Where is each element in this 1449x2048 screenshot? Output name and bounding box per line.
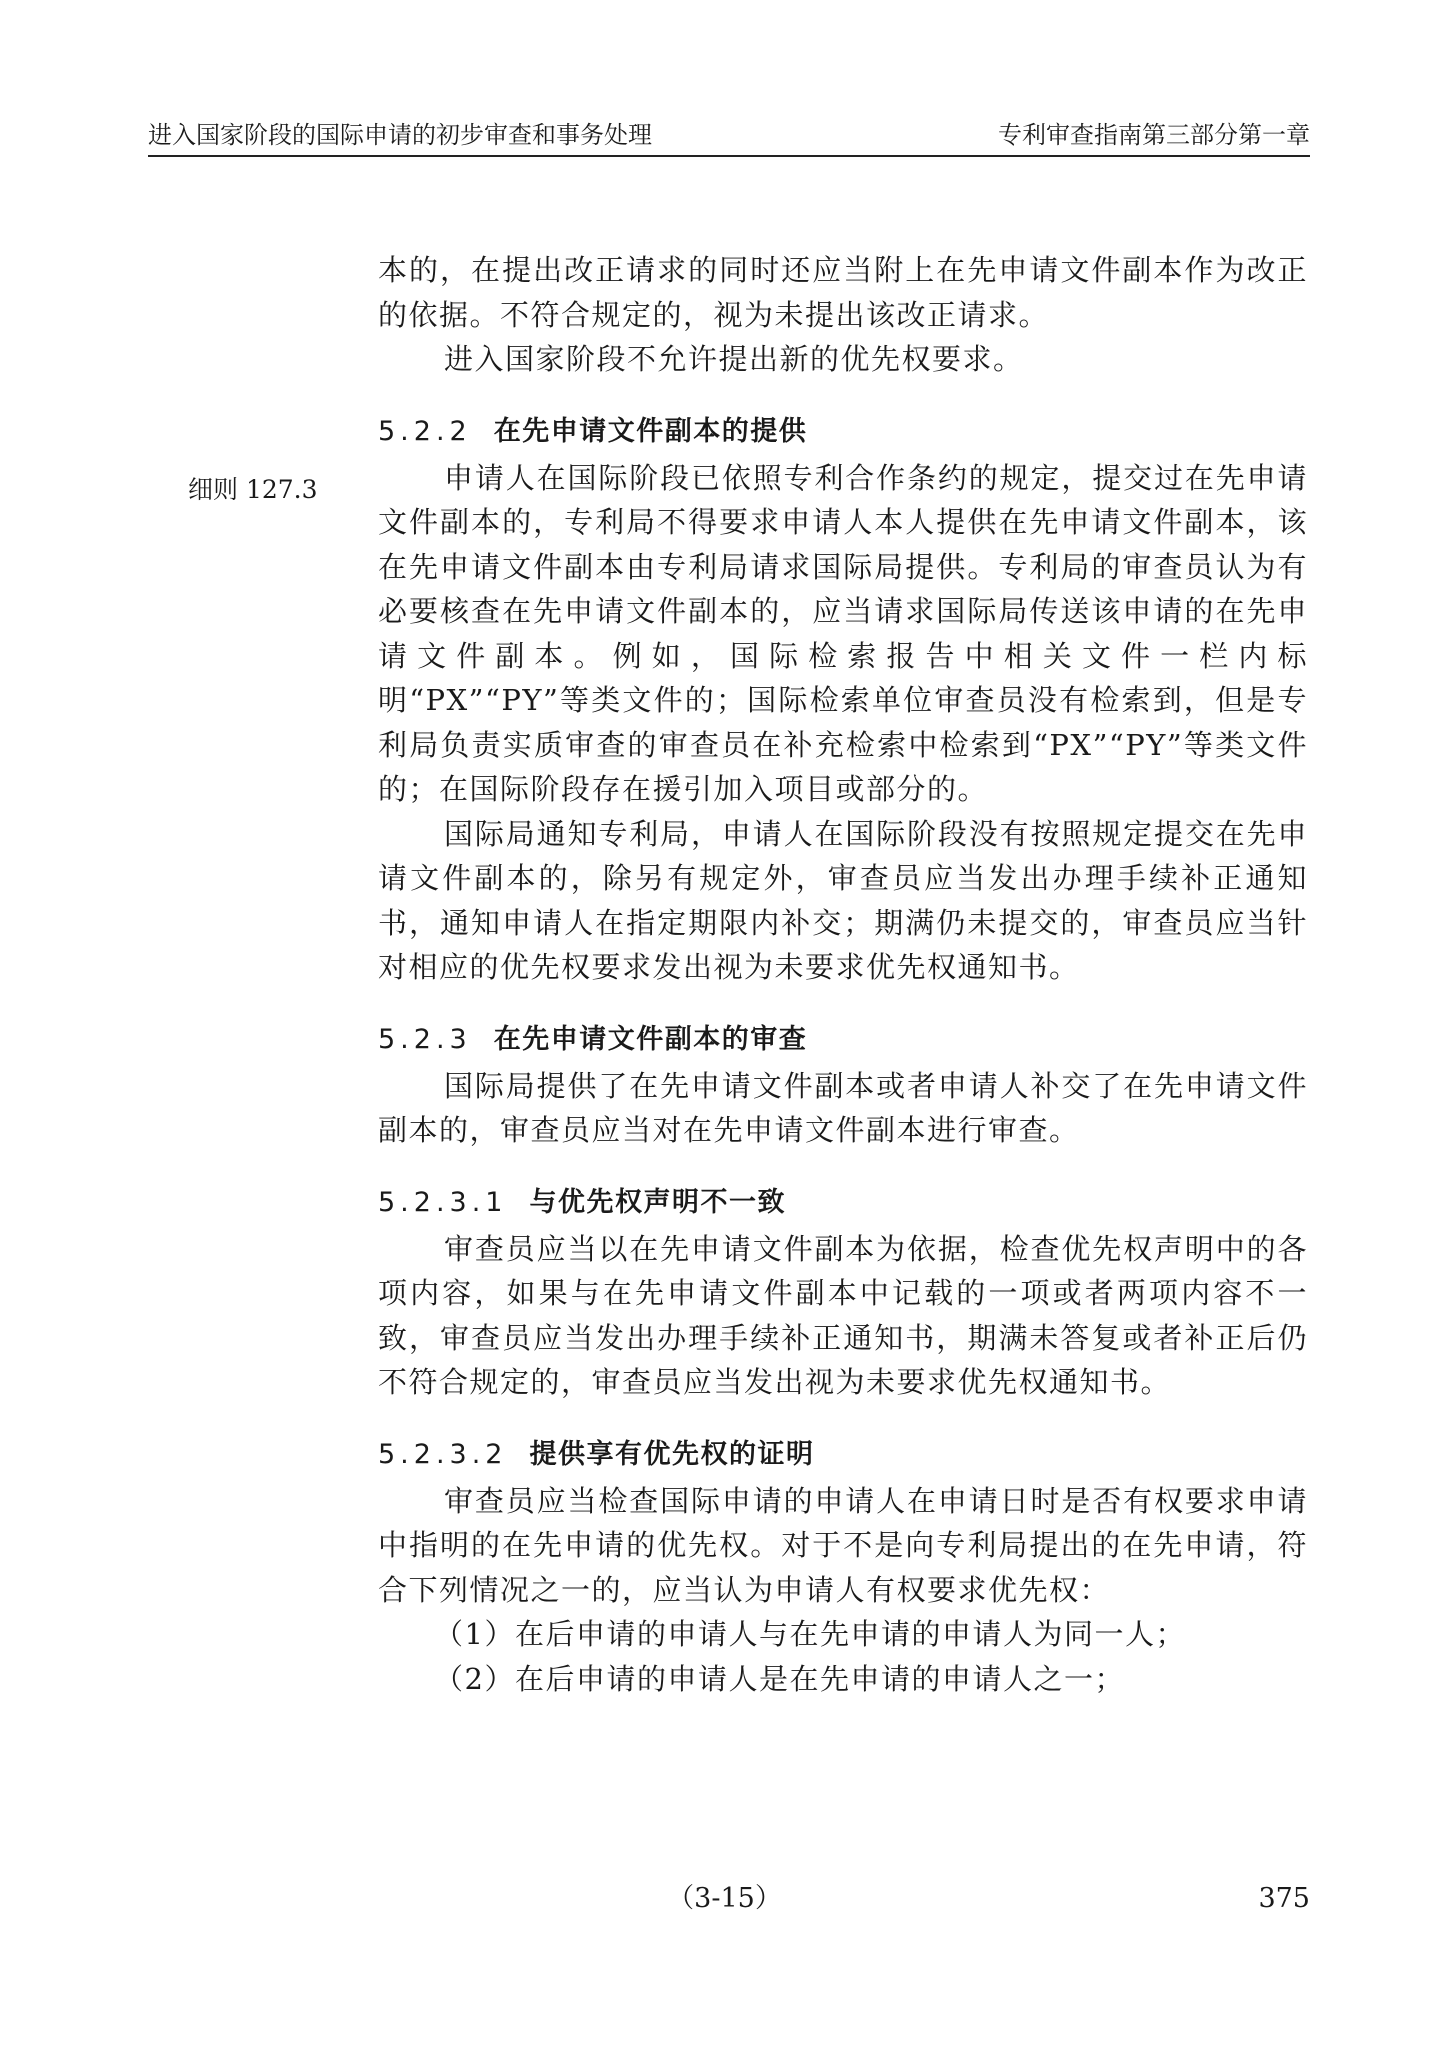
section-title: 在先申请文件副本的提供: [493, 415, 808, 447]
margin-note-rule-reference: 细则 127.3: [188, 475, 318, 504]
section-title: 提供享有优先权的证明: [529, 1438, 815, 1470]
list-item: （2）在后申请的申请人是在先申请的申请人之一；: [434, 1661, 1125, 1696]
section-heading-5-2-3-1: [378, 1181, 1308, 1225]
section-title: 在先申请文件副本的审查: [493, 1023, 808, 1055]
section-heading-5-2-3: [378, 1018, 1308, 1062]
section-number: 5.2.2: [378, 415, 472, 447]
paragraph: 审查员应当检查国际申请的申请人在申请日时是否有权要求申请中指明的在先申请的优先权。对于不是向专利局提出的在先申请，符合下列情况之一的，应当认为申请人有权要求优先权：: [378, 1483, 1308, 1607]
header-part-title: 专利审查指南第三部分第一章: [998, 121, 1310, 149]
footer-page-code: （3-15）: [667, 1883, 782, 1914]
paragraph: 进入国家阶段不允许提出新的优先权要求。: [444, 342, 1024, 376]
paragraph: 国际局通知专利局，申请人在国际阶段没有按照规定提交在先申请文件副本的，除另有规定外，审查员应当发出办理手续补正通知书，通知申请人在指定期限内补交；期满仍未提交的，审查员应当针对相应的优先权要求发出视为未要求优先权通知书。: [378, 816, 1308, 984]
footer-page-number: 375: [1258, 1883, 1310, 1914]
body-text: [378, 248, 1308, 1701]
section-heading-5-2-3-2: [378, 1433, 1308, 1477]
running-header: [148, 117, 1310, 157]
paragraph: 申请人在国际阶段已依照专利合作条约的规定，提交过在先申请文件副本的，专利局不得要求申请人本人提供在先申请文件副本，该在先申请文件副本由专利局请求国际局提供。专利局的审查员认为有必要核查在先申请文件副本的，应当请求国际局传送该申请的在先申请文件副本。例如，国际检索报告中相关文件一栏内标明“PX”“PY”等类文件的；国际检索单位审查员没有检索到，但是专利局负责实质审查的审查员在补充检索中检索到“PX”“PY”等类文件的；在国际阶段存在援引加入项目或部分的。: [378, 460, 1308, 806]
paragraph: 国际局提供了在先申请文件副本或者申请人补交了在先申请文件副本的，审查员应当对在先申请文件副本进行审查。: [378, 1068, 1308, 1147]
section-number: 5.2.3: [378, 1023, 472, 1055]
section-number: 5.2.3.1: [378, 1186, 508, 1218]
header-chapter-title: 进入国家阶段的国际申请的初步审查和事务处理: [148, 121, 652, 149]
paragraph: 审查员应当以在先申请文件副本为依据，检查优先权声明中的各项内容，如果与在先申请文件副本中记载的一项或者两项内容不一致，审查员应当发出办理手续补正通知书，期满未答复或者补正后仍不符合规定的，审查员应当发出视为未要求优先权通知书。: [378, 1231, 1308, 1399]
section-heading-5-2-2: [378, 410, 1308, 454]
section-title: 与优先权声明不一致: [529, 1186, 786, 1218]
paragraph-continued: 本的，在提出改正请求的同时还应当附上在先申请文件副本作为改正的依据。不符合规定的，视为未提出该改正请求。: [378, 253, 1308, 332]
section-number: 5.2.3.2: [378, 1438, 508, 1470]
list-item: （1）在后申请的申请人与在先申请的申请人为同一人；: [434, 1617, 1186, 1651]
